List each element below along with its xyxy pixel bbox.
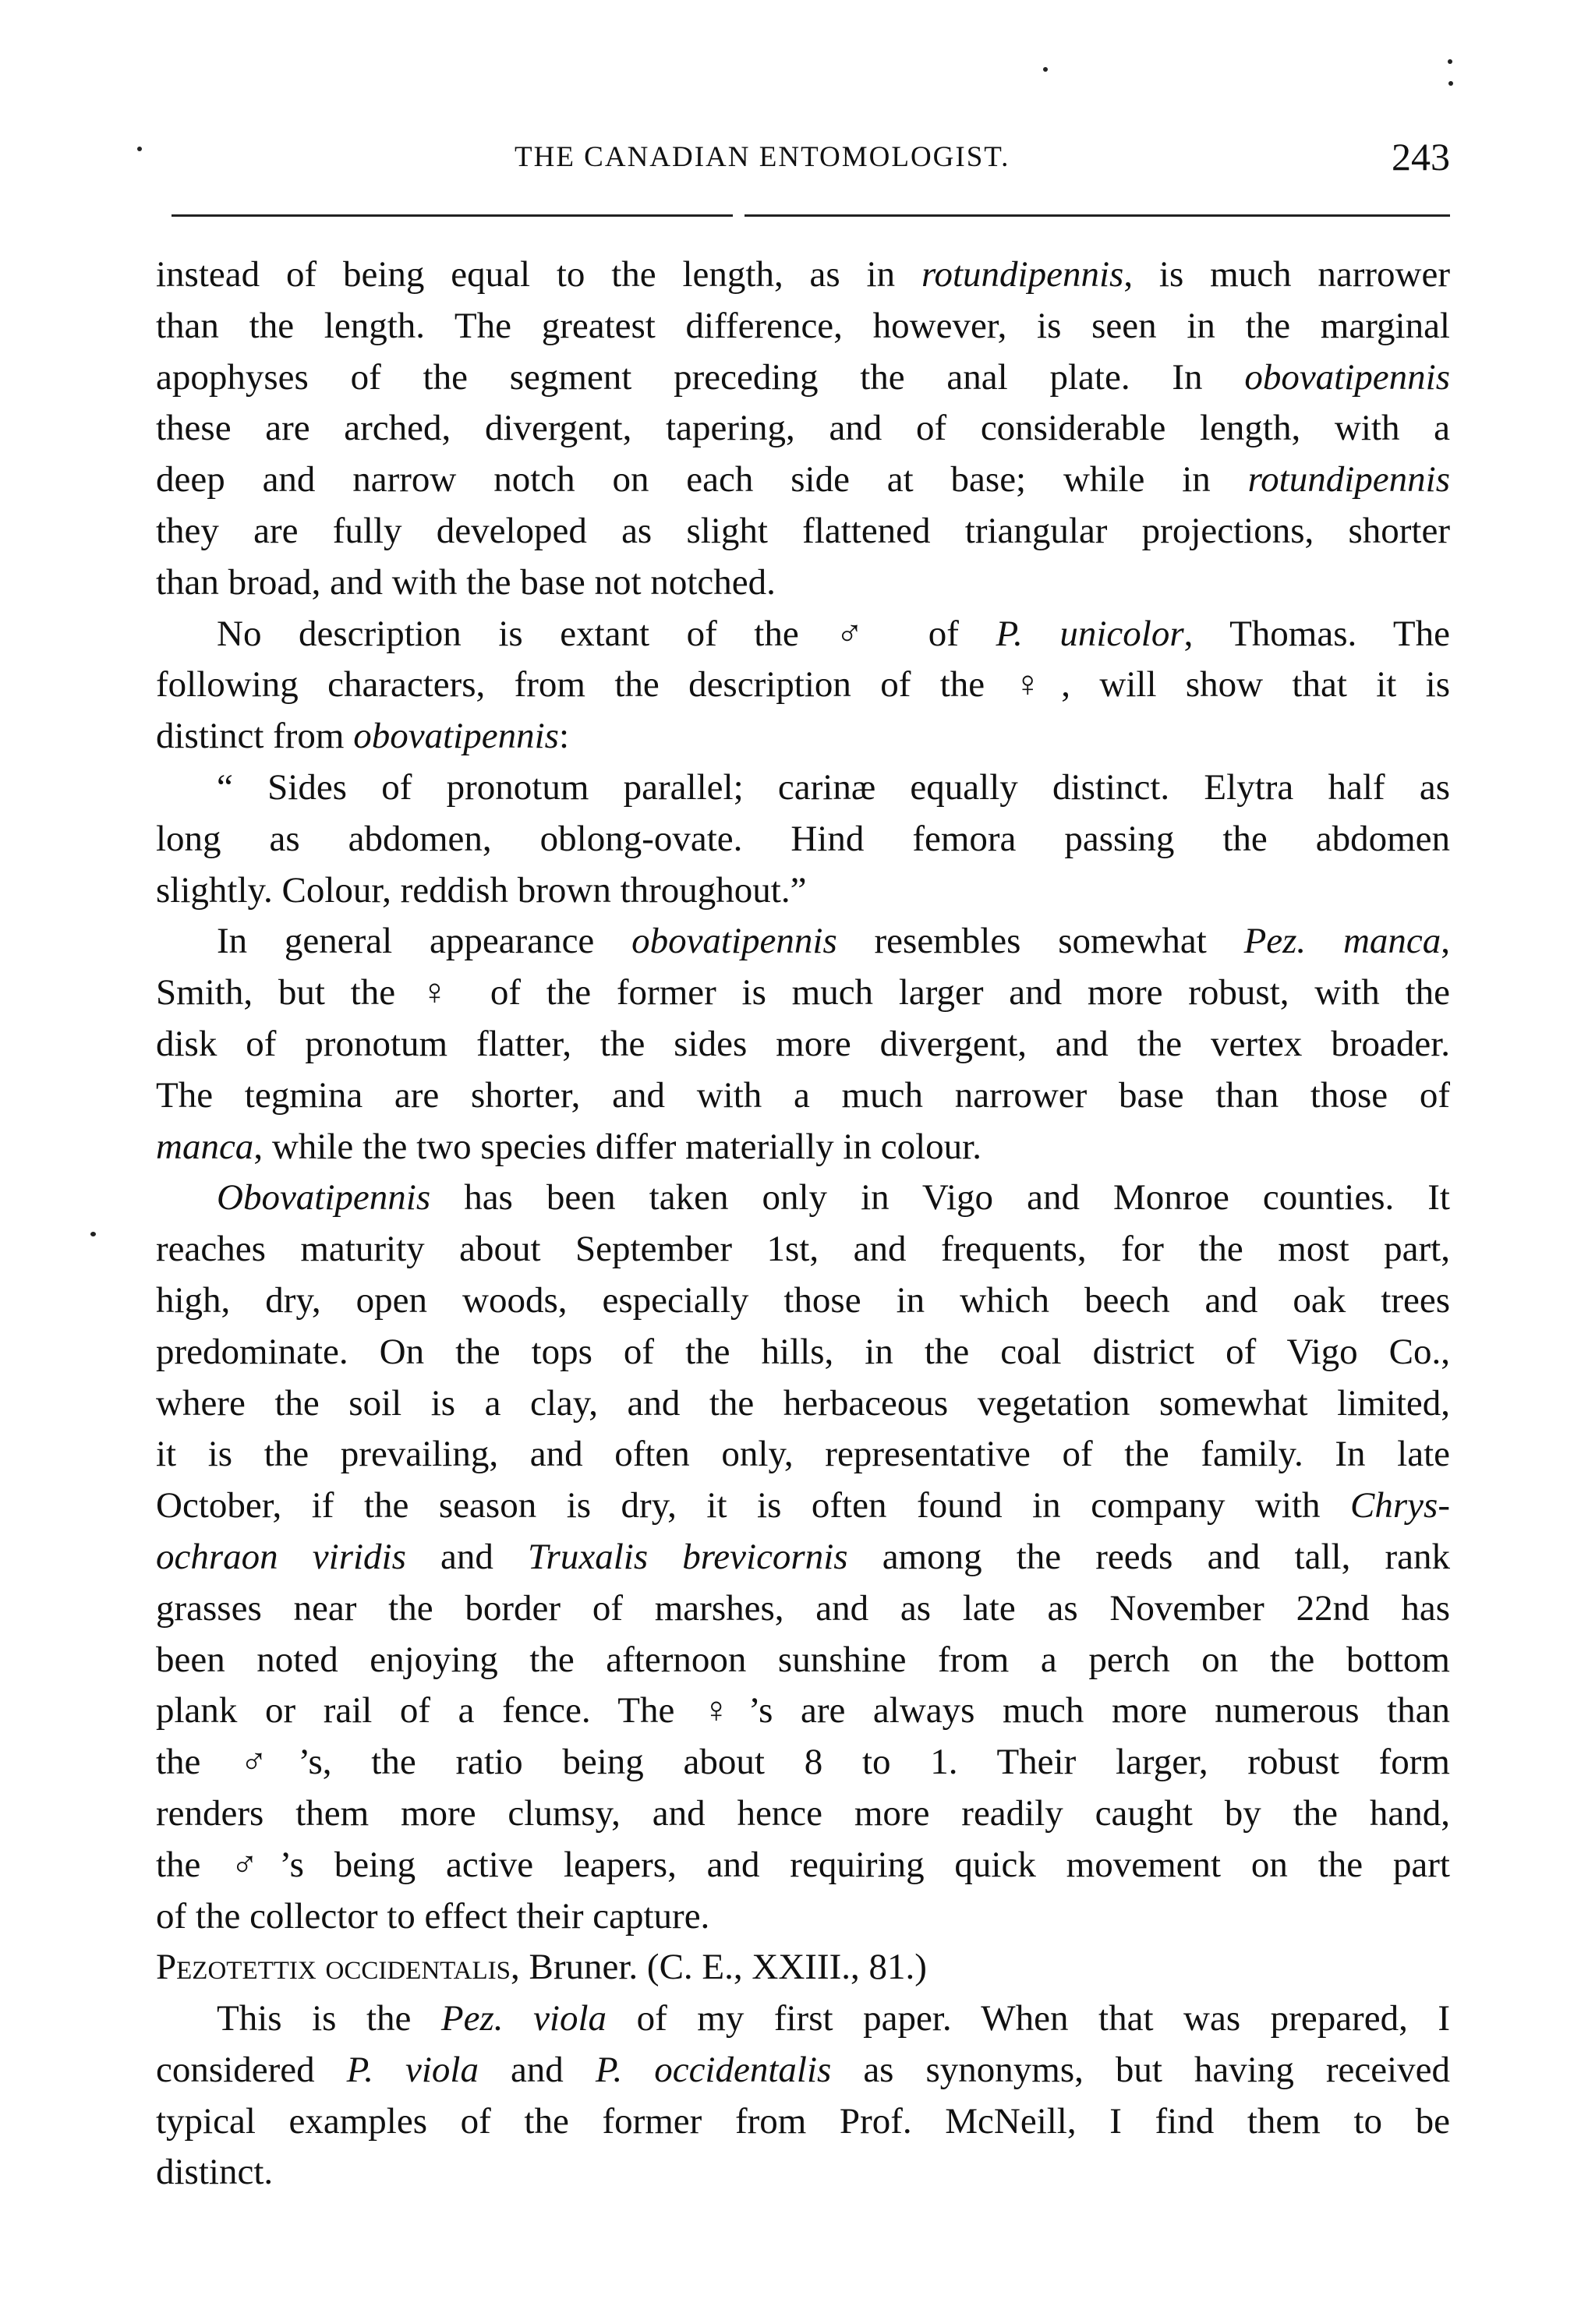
italic-term: ochraon viridis xyxy=(156,1536,406,1577)
text-run: predominate. On the tops of the hills, in the coal district of Vigo Co., xyxy=(156,1331,1450,1372)
text-run: : xyxy=(558,716,569,757)
text-run: been noted enjoying the afternoon sunshine from a perch on the bottom xyxy=(156,1639,1450,1680)
speck xyxy=(1448,59,1452,64)
text-line xyxy=(156,711,1450,762)
text-run: reaches maturity about September 1st, and frequents, for the most part, xyxy=(156,1229,1450,1270)
text-run: slightly. Colour, reddish brown throughout.” xyxy=(156,869,807,911)
italic-term: P. unicolor xyxy=(996,613,1184,654)
text-line xyxy=(156,403,1450,455)
text-run: it is the prevailing, and often only, representative of the family. In late xyxy=(156,1434,1450,1475)
italic-term: Obovatipennis xyxy=(217,1177,431,1219)
text-line xyxy=(156,1583,1450,1635)
text-line xyxy=(156,1378,1450,1430)
italic-term: obovatipennis xyxy=(631,921,837,962)
text-run: high, dry, open woods, especially those in which beech and oak trees xyxy=(156,1279,1450,1321)
text-run: deep and narrow notch on each side at base; while in xyxy=(156,459,1248,501)
text-run: of my first paper. When that was prepared, I xyxy=(607,1998,1450,2039)
text-run: distinct from xyxy=(156,716,354,757)
text-run: of the collector to effect their capture. xyxy=(156,1895,710,1937)
text-run: , while the two species differ materially in colour. xyxy=(253,1126,981,1167)
text-line xyxy=(156,1686,1450,1737)
text-line xyxy=(156,2096,1450,2148)
text-line xyxy=(156,506,1450,557)
text-line xyxy=(156,2147,1450,2198)
text-run: and xyxy=(405,1536,529,1577)
text-line xyxy=(156,1070,1450,1122)
text-run: October, if the season is dry, it is often found in company with xyxy=(156,1485,1351,1526)
italic-term: rotundipennis xyxy=(1247,459,1450,501)
text-line xyxy=(156,1532,1450,1583)
section-heading-line xyxy=(156,1942,1450,1993)
text-run: Smith, but the ♀ of the former is much larger and more robust, with the xyxy=(156,972,1450,1013)
running-title: THE CANADIAN ENTOMOLOGIST. xyxy=(515,141,1010,173)
italic-term: P. occidentalis xyxy=(595,2049,832,2090)
header-rule-left xyxy=(172,214,733,217)
text-line xyxy=(156,1173,1450,1224)
running-header xyxy=(156,134,1450,181)
text-run: , Bruner. (C. E., XXIII., 81.) xyxy=(511,1947,927,1988)
text-run: than the length. The greatest difference, however, is seen in the marginal xyxy=(156,305,1450,346)
italic-term: rotundipennis xyxy=(921,254,1124,295)
text-line xyxy=(156,1327,1450,1378)
speck xyxy=(1043,67,1048,72)
italic-term: obovatipennis xyxy=(353,716,559,757)
text-run: “ Sides of pronotum parallel; carinæ equally distinct. Elytra half as xyxy=(217,766,1450,808)
text-line xyxy=(156,1275,1450,1327)
text-run: has been taken only in Vigo and Monroe counties. It xyxy=(430,1177,1450,1219)
italic-term: Truxalis brevicornis xyxy=(528,1536,848,1577)
speck xyxy=(137,147,142,151)
italic-term: obovatipennis xyxy=(1244,356,1450,398)
text-run: , xyxy=(1441,921,1450,962)
text-line xyxy=(156,2045,1450,2096)
text-line xyxy=(156,1635,1450,1686)
text-run: considered xyxy=(156,2049,347,2090)
species-heading: Pezotettix occidentalis xyxy=(156,1947,511,1988)
text-run: than broad, and with the base not notched. xyxy=(156,561,776,603)
text-line xyxy=(156,814,1450,865)
header-rule xyxy=(172,214,1450,218)
speck xyxy=(1448,81,1453,86)
text-line xyxy=(156,1429,1450,1480)
text-line xyxy=(156,352,1450,404)
text-line xyxy=(156,865,1450,917)
text-run: the ♂’s being active leapers, and requiring quick movement on the part xyxy=(156,1844,1450,1885)
text-run: plank or rail of a fence. The ♀’s are always much more numerous than xyxy=(156,1690,1450,1732)
body-text xyxy=(156,249,1450,2198)
text-run: distinct. xyxy=(156,2152,274,2193)
italic-term: Chrys- xyxy=(1350,1485,1450,1526)
italic-term: P. viola xyxy=(346,2049,479,2090)
text-line xyxy=(156,1788,1450,1840)
text-line xyxy=(156,1840,1450,1891)
text-run: , is much narrower xyxy=(1123,254,1450,295)
text-line xyxy=(156,455,1450,506)
text-run: the ♂’s, the ratio being about 8 to 1. Their larger, robust form xyxy=(156,1742,1450,1783)
text-run: In general appearance xyxy=(217,921,632,962)
italic-term: manca xyxy=(156,1126,254,1167)
text-line xyxy=(156,249,1450,301)
text-run: , Thomas. The xyxy=(1183,613,1450,654)
text-line xyxy=(156,1737,1450,1788)
text-run: renders them more clumsy, and hence more readily caught by the hand, xyxy=(156,1792,1450,1834)
text-line xyxy=(156,557,1450,609)
text-line xyxy=(156,1224,1450,1275)
text-run: This is the xyxy=(217,1998,441,2039)
italic-term: Pez. viola xyxy=(440,1998,607,2039)
text-run: they are fully developed as slight flattened triangular projections, shorter xyxy=(156,510,1450,551)
text-run: following characters, from the description of the ♀, will show that it is xyxy=(156,664,1450,706)
text-line xyxy=(156,1122,1450,1173)
text-run: and xyxy=(478,2049,596,2090)
text-run: where the soil is a clay, and the herbaceous vegetation somewhat limited, xyxy=(156,1382,1450,1424)
text-line xyxy=(156,762,1450,814)
text-run: disk of pronotum flatter, the sides more divergent, and the vertex broader. xyxy=(156,1023,1450,1064)
text-line xyxy=(156,660,1450,711)
text-line xyxy=(156,1019,1450,1070)
speck xyxy=(90,1232,96,1236)
text-line xyxy=(156,1993,1450,2045)
text-run: No description is extant of the ♂ of xyxy=(217,613,996,654)
text-line xyxy=(156,1480,1450,1532)
text-line xyxy=(156,1891,1450,1943)
text-run: apophyses of the segment preceding the anal plate. In xyxy=(156,356,1245,398)
text-line xyxy=(156,609,1450,660)
text-line xyxy=(156,301,1450,352)
text-run: The tegmina are shorter, and with a much narrower base than those of xyxy=(156,1074,1450,1116)
text-run: among the reeds and tall, rank xyxy=(847,1536,1450,1577)
text-line xyxy=(156,967,1450,1019)
text-line xyxy=(156,916,1450,967)
text-run: as synonyms, but having received xyxy=(831,2049,1450,2090)
page-number: 243 xyxy=(1392,135,1450,179)
text-run: grasses near the border of marshes, and as late as November 22nd has xyxy=(156,1587,1450,1629)
italic-term: Pez. manca xyxy=(1243,921,1441,962)
text-run: instead of being equal to the length, as in xyxy=(156,254,921,295)
text-run: typical examples of the former from Prof. McNeill, I find them to be xyxy=(156,2100,1450,2142)
text-run: these are arched, divergent, tapering, and of considerable length, with a xyxy=(156,408,1450,449)
header-rule-right xyxy=(745,214,1450,217)
text-run: resembles somewhat xyxy=(836,921,1244,962)
text-run: long as abdomen, oblong-ovate. Hind femora passing the abdomen xyxy=(156,818,1450,859)
